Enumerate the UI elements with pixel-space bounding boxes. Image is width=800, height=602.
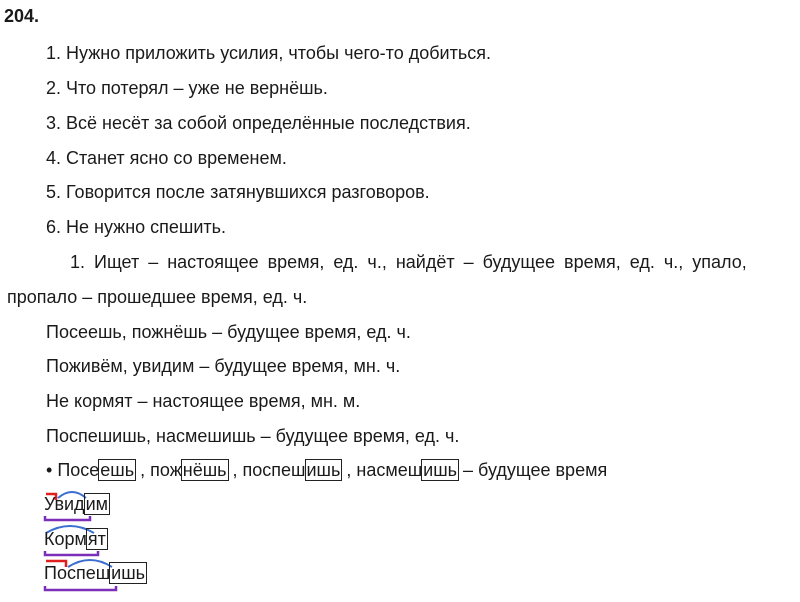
root: Корм <box>44 529 87 549</box>
word-part: , поспеш <box>227 460 306 480</box>
root: вид <box>54 494 85 514</box>
text-line: Поживём, увидим – будущее время, мн. ч. <box>46 356 401 376</box>
root: спеш <box>66 563 111 583</box>
bullet-line <box>46 459 607 481</box>
prefix: У <box>44 494 55 514</box>
word-part: , насмеш <box>341 460 423 480</box>
list-item: 6. Не нужно спешить. <box>46 217 227 237</box>
morph-parse-pospeshish <box>44 557 174 597</box>
list-item: 2. Что потерял – уже не вернёшь. <box>46 78 328 98</box>
ending-box: ят <box>87 529 106 549</box>
ending-box: ишь <box>111 563 146 583</box>
prefix: По <box>44 563 67 583</box>
ending-box: нёшь <box>182 460 227 480</box>
text-line: Посеешь, пожнёшь – будущее время, ед. ч. <box>46 322 411 342</box>
word-part: Посе <box>57 460 100 480</box>
word-part: – будущее время <box>458 460 608 480</box>
list-item: 3. Всё несёт за собой определённые последствия. <box>46 113 471 133</box>
bullet-mark: • <box>46 460 53 480</box>
list-item: 1. Нужно приложить усилия, чтобы чего-то добиться. <box>46 43 491 63</box>
ending-box: им <box>85 494 108 514</box>
text-line: Поспешишь, насмешишь – будущее время, ед. ч. <box>46 426 460 446</box>
morph-parse-uvidim <box>44 488 164 522</box>
morph-parse-kormyat <box>44 523 164 557</box>
ending-box: ишь <box>423 460 458 480</box>
list-item: 4. Станет ясно со временем. <box>46 148 287 168</box>
text-line: Не кормят – настоящее время, мн. м. <box>46 391 361 411</box>
paragraph-line: 1. Ищет – настоящее время, ед. ч., найдёт – будущее время, ед. ч., упало, <box>70 252 747 272</box>
ending-box: ишь <box>306 460 341 480</box>
list-item: 5. Говорится после затянувшихся разговоров. <box>46 182 430 202</box>
word-part: , пож <box>135 460 182 480</box>
paragraph-line: пропало – прошедшее время, ед. ч. <box>7 287 308 307</box>
exercise-number: 204. <box>4 6 40 26</box>
ending-box: ешь <box>100 460 135 480</box>
